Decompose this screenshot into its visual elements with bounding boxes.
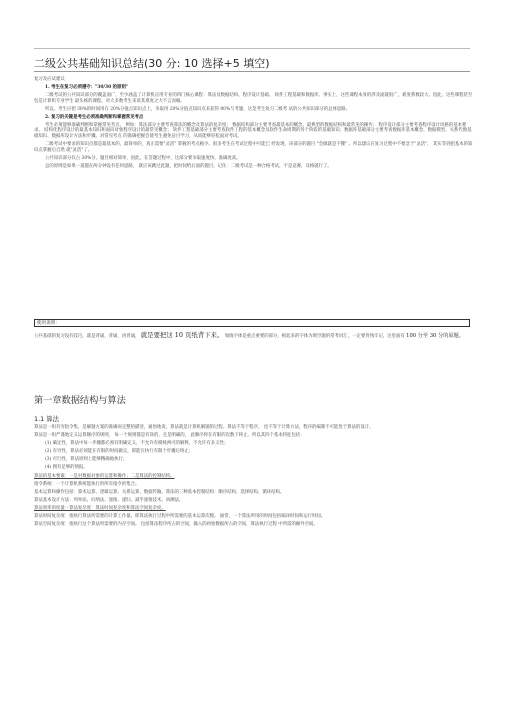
section-heading: 1.1 算法 (34, 415, 59, 423)
intro-section (34, 77, 474, 172)
algorithm-section (34, 425, 474, 530)
feature-item: (4) 拥有足够的情报。 (45, 465, 88, 471)
feature-item: (3) 可行性，算法原则上能够精确地执行； (45, 457, 128, 463)
body-paragraph: 算法是一组有穷指令集，是解题方案的准确而完整的描述，通俗地说，算法就是计算机解题的过程。算法不等于程序， 也不等于计算方法，程序的编制不可能优于算法的设计。 (34, 425, 374, 430)
intro-paragraph: 公共知识部分仅占 30%分，题目相对简单，因此，在答题过程中，这部分要争取速度快、准确度高。 (45, 155, 241, 161)
intro-paragraph: 二级考试中要求的知识点都是最基本的，最简单的，真正需要"灵活" 掌握的考点极少。很多考生在考试过程中可能已 经发现，该部分的题目 "会做就是不懂" 。所以建议在复习过程中不要急于"灵活"， 其实等到把基本的知识点掌握后自然 就"灵活"了。 (34, 142, 473, 153)
body-paragraph: 算法效率的度量一算法复杂度：算法时间复杂度和算法空间复杂度。 (34, 505, 166, 511)
usage-paragraph (34, 331, 474, 340)
usage-emphasis-2: 100 分至 30 分的原题。 (406, 333, 464, 339)
usage-text: 公共基础的复习没有技巧，就是背诵，背诵，再背诵， (34, 334, 140, 339)
intro-paragraph: 所以，考生应把 30%的时间用在 20%分值点知识点上，争取用 20%分值点知识点来获得 80%与考题，这是考生复习二级考 试的公共知识部分的总体思路。 (45, 106, 351, 112)
body-paragraph: 基本运算和操作包括：算术运算、逻辑运算、关系运算、数据传输。算法的三种基本控制结构：顺序结构、选择结构、循环结构。 (34, 489, 285, 495)
body-paragraph: 算法的基本要素：一是对数据对象的运算和操作；二是算法的控制结构。 (34, 473, 175, 479)
usage-text: 划线字体是重点重要的部分，根起来的字体为填空题的常考词汇，一定要背熟牢记，这里面有 (224, 334, 405, 339)
feature-item: (1) 确定性，算法中每一步骤都必须有明确定义，不允许有模棱两可的解释，不允许有多义性； (45, 441, 229, 447)
body-paragraph: 算法是一组严谨地定义运算顺序的规则， 每一个规则都是有效的，且是明确的， 此顺序将在有限的次数下终止。所以其四个基本特征包括： (34, 433, 305, 439)
top-rule (34, 48, 470, 49)
usage-note-box (34, 319, 470, 327)
body-paragraph: 算法空间复杂度：指执行这个算法所需要的内存空间。 包括算法程序所占的空间，输入的初始数据所占的空间，算法执行过程 中所需的额外空间。 (34, 522, 318, 528)
body-paragraph: 算法时间复杂度：指执行算法所需要的计算工作量。即算法执行过程中所需要的基本运算次数。 通常，一个算法所用的时间包括编译时间和运行时间。 (34, 514, 326, 520)
title-underline (34, 71, 470, 72)
usage-emphasis: 就是要把这 10 页纸背下来。 (140, 331, 224, 339)
feature-item: (2) 有穷性，算法必须能在有限的时间做完，即能在执行有限个步骤后终止； (45, 449, 194, 455)
intro-point-2: 2. 复习的关键是考生必须准确判断和掌握常见考点 (45, 114, 144, 120)
body-paragraph: 指令系统：一个计算机系统能执行的所有指令的集合。 (34, 481, 140, 487)
usage-section (34, 331, 474, 342)
intro-paragraph: 二级考试的公共知识部分的覆盖面广，至少涵盖了计算机应用专业的四门核心课程：算法及数据结构、程序设计基础、 软件工程基础和数据库、事实上，这些课程本身的涉及面就很广，难度系数较大。因此，这些课程甚至包是计算机专业学生 最头疼的课程。对大多数考生来说其难度之大不言而喻。 (34, 93, 473, 104)
body-paragraph: 算法基本设计方法：列举法、归纳法、递推、递归、减半递推技术、回溯法。 (34, 497, 184, 503)
intro-point-1: 1. 考生在复习必须遵守："30/30 的原则" (45, 85, 129, 91)
intro-heading: 复习及应试建议： (34, 77, 70, 82)
intro-paragraph: 总的原则是如果一道题在两分钟没有任何思路， 就应该跳过此题，把时间给后面的题目，记住：二级考试是一种合格考试，不是竞赛，及格就行了。 (45, 163, 332, 169)
intro-paragraph: 考生必须能够准确判断和掌握常见考点， 例如：算法部分主要考查算法的概念及算法的复杂度； 数据结构部分主要考查最基本的概念、最典型的数据结构和最常见的操作； 程序设计部分主要考查程序设计风格的基本要求。 结构化程序设计的最基本知识和面向对象程序设计的最常见概念； 软件工程基础部分主要考查软件工程的基本概念及软件生命周期的各个阶段的基础知识；数据库基础部分主要考查数据库基本概念、数据模型、关系代数基础知识、数据库设计方法和步骤。对常见考点 的准确把握会使考生避免盲目学习，从而能够轻松面对考试。 (34, 122, 472, 139)
document-title: 二级公共基础知识总结(30 分: 10 选择+5 填空) (34, 57, 270, 70)
chapter-heading: 第一章数据结构与算法 (34, 395, 126, 406)
usage-note-label: 使用说明： (37, 321, 60, 326)
